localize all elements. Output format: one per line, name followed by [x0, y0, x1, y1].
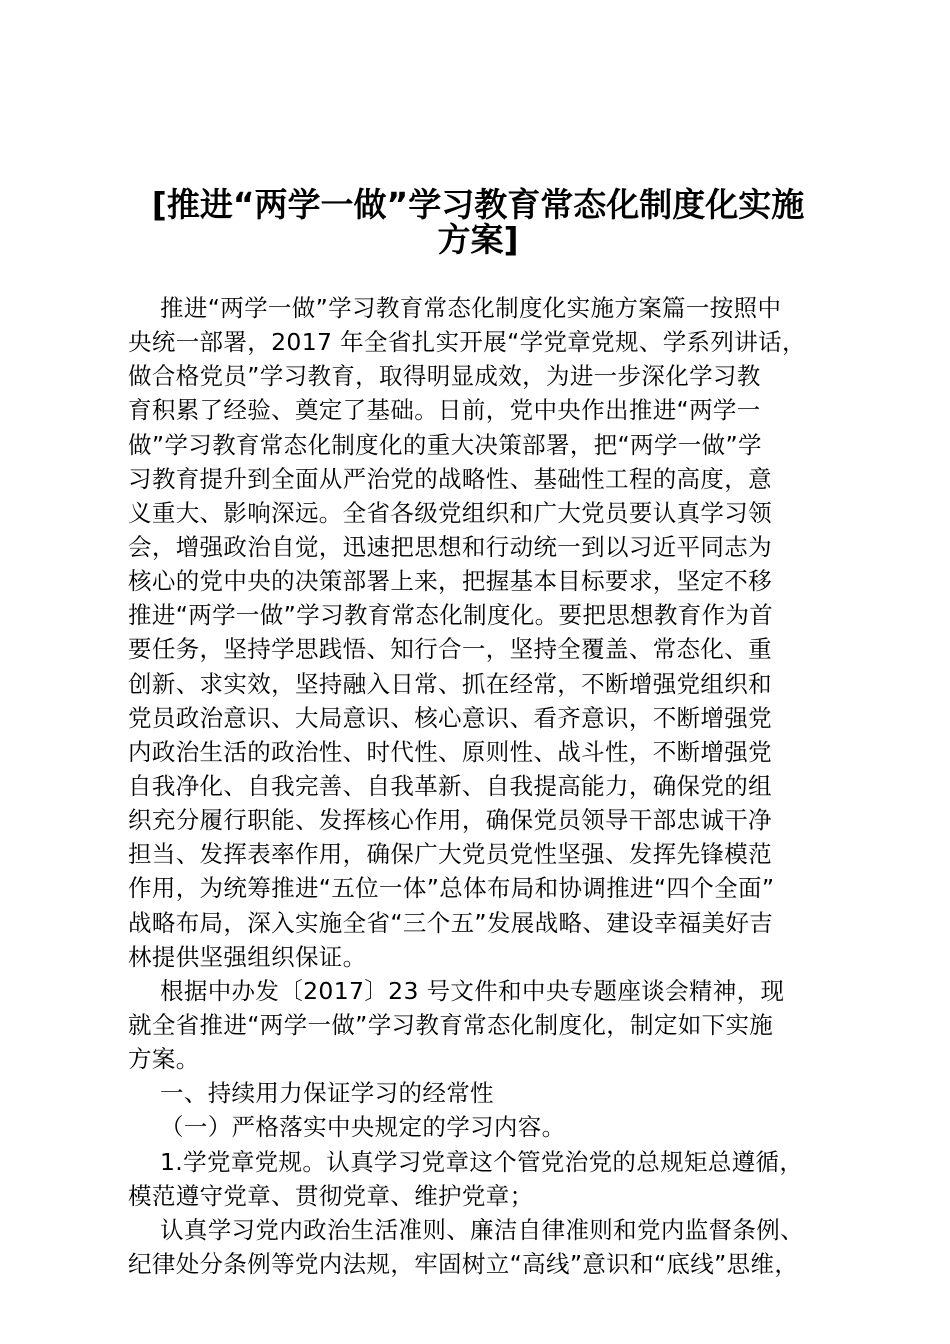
body-line: 1.学党章党规。认真学习党章这个管党治党的总规矩总遵循， [160, 1147, 804, 1176]
body-line: 一、持续用力保证学习的经常性 [160, 1079, 494, 1108]
body-line: 会，增强政治自觉，迅速把思想和行动统一到以习近平同志为 [128, 532, 772, 561]
body-line: 担当、发挥表率作用，确保广大党员党性坚强、发挥先锋模范 [128, 840, 772, 869]
body-line: 央统一部署，2017 年全省扎实开展“学党章党规、学系列讲话， [128, 328, 806, 357]
body-line: 做合格党员”学习教育，取得明显成效，为进一步深化学习教 [128, 362, 761, 391]
body-line: 推进“两学一做”学习教育常态化制度化。要把思想教育作为首 [128, 601, 774, 630]
body-line: 自我净化、自我完善、自我革新、自我提高能力，确保党的组 [128, 771, 772, 800]
body-line: 做”学习教育常态化制度化的重大决策部署，把“两学一做”学 [128, 430, 762, 459]
body-line: 内政治生活的政治性、时代性、原则性、战斗性，不断增强党 [128, 737, 772, 766]
document-title-line-2: 方案] [437, 220, 519, 259]
body-line: 义重大、影响深远。全省各级党组织和广大党员要认真学习领 [128, 498, 772, 527]
body-line: 战略布局，深入实施全省“三个五”发展战略、建设幸福美好吉 [128, 908, 774, 937]
body-line: 育积累了经验、奠定了基础。日前，党中央作出推进“两学一 [128, 396, 761, 425]
body-line: （一）严格落实中央规定的学习内容。 [160, 1113, 566, 1142]
body-line: 就全省推进“两学一做”学习教育常态化制度化，制定如下实施 [128, 1010, 774, 1039]
body-line: 织充分履行职能、发挥核心作用，确保党员领导干部忠诚干净 [128, 806, 772, 835]
body-line: 纪律处分条例等党内法规，牢固树立“高线”意识和“底线”思维， [128, 1249, 799, 1278]
body-line: 核心的党中央的决策部署上来，把握基本目标要求，坚定不移 [128, 567, 772, 596]
document-title-line-1: [推进“两学一做”学习教育常态化制度化实施 [151, 185, 805, 224]
body-line: 创新、求实效，坚持融入日常、抓在经常，不断增强党组织和 [128, 669, 772, 698]
document-body [128, 291, 828, 1281]
body-line: 根据中办发〔2017〕23 号文件和中央专题座谈会精神，现 [160, 976, 785, 1005]
body-line: 方案。 [128, 1045, 200, 1074]
body-line: 作用，为统筹推进“五位一体”总体布局和协调推进“四个全面” [128, 874, 775, 903]
body-line: 林提供坚强组织保证。 [128, 942, 367, 971]
body-line: 推进“两学一做”学习教育常态化制度化实施方案篇一按照中 [160, 294, 782, 322]
body-line: 党员政治意识、大局意识、核心意识、看齐意识，不断增强党 [128, 703, 772, 732]
body-line: 要任务，坚持学思践悟、知行合一，坚持全覆盖、常态化、重 [128, 635, 772, 664]
body-line: 认真学习党内政治生活准则、廉洁自律准则和党内监督条例、 [160, 1215, 804, 1244]
body-line: 习教育提升到全面从严治党的战略性、基础性工程的高度，意 [128, 464, 772, 493]
body-line: 模范遵守党章、贯彻党章、维护党章； [128, 1181, 534, 1210]
